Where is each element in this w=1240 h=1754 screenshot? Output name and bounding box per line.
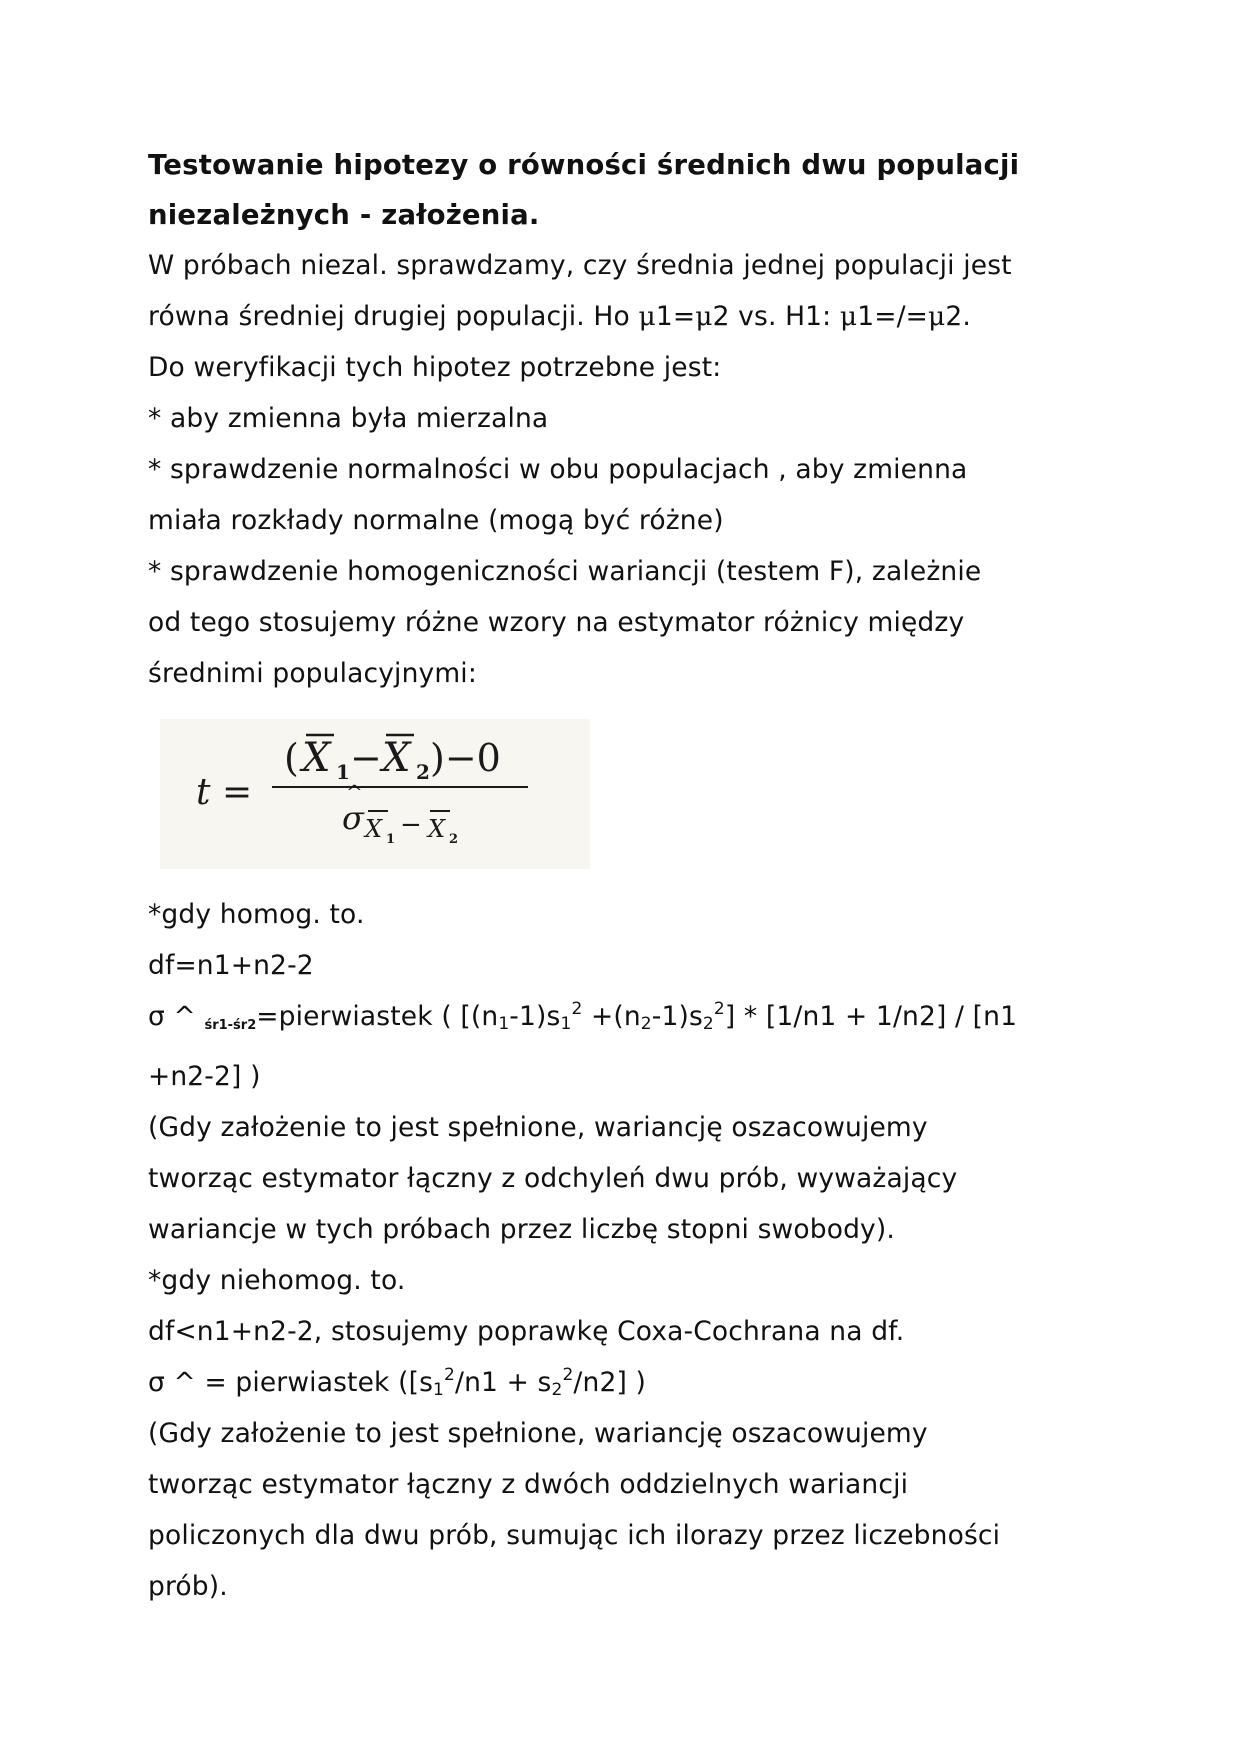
formula-den-x1: X — [365, 815, 383, 843]
mu-symbol: μ — [928, 301, 946, 332]
nonhomog-note-line-3: policzonych dla dwu prób, sumując ich ilorazy przez liczebności — [148, 1520, 1001, 1551]
intro-line-3: Do weryfikacji tych hipotez potrzebne jest: — [148, 352, 722, 383]
formula-den-x1-sub: 1 — [386, 832, 396, 847]
formula-open-paren: ( — [284, 736, 299, 780]
bullet-normality-line-2: miała rozkłady normalne (mogą być różne) — [148, 505, 724, 536]
homog-heading: *gdy homog. to. — [148, 899, 365, 930]
formula-t: t — [196, 772, 211, 813]
homog-note-line-3: wariancje w tych próbach przez liczbę stopni swobody). — [148, 1214, 895, 1245]
bullet-homogeneity-line-3: średnimi populacyjnymi: — [148, 658, 477, 689]
nonhomog-note-line-1: (Gdy założenie to jest spełnione, wariancję oszacowujemy — [148, 1418, 928, 1449]
formula-den-x2: X — [428, 815, 446, 843]
bullet-homogeneity-line-1: * sprawdzenie homogeniczności wariancji (testem F), zależnie — [148, 556, 982, 587]
formula-den-minus: − — [400, 810, 422, 840]
formula-sigma: σ — [342, 799, 364, 837]
intro-line-1: W próbach niezal. sprawdzamy, czy średnia jednej populacji jest — [148, 250, 1012, 281]
homog-df: df=n1+n2-2 — [148, 950, 314, 981]
nonhomog-df: df<n1+n2-2, stosujemy poprawkę Coxa-Cochrana na df. — [148, 1316, 905, 1347]
nonhomog-sigma: σ ^ = pierwiastek ($[s_1^2/n1 + s_2^2/n2]$ ) — [148, 1365, 647, 1400]
document-title-line-2: niezależnych - założenia. — [148, 199, 540, 231]
formula-equals: = — [222, 772, 253, 813]
formula-x2-sub: 2 — [416, 760, 430, 784]
t-statistic-formula-image — [160, 719, 590, 869]
mu-symbol: μ — [839, 301, 858, 332]
formula-hat: ^ — [346, 780, 363, 804]
mu-symbol: μ — [638, 301, 656, 332]
bullet-homogeneity-line-2: od tego stosujemy różne wzory na estymator różnicy między — [148, 607, 965, 638]
nonhomog-heading: *gdy niehomog. to. — [148, 1265, 406, 1296]
bullet-normality-line-1: * sprawdzenie normalności w obu populacjach , aby zmienna — [148, 454, 968, 485]
t-statistic-formula — [160, 719, 590, 869]
formula-x1-sub: 1 — [336, 760, 350, 784]
formula-den-x2-sub: 2 — [449, 832, 459, 847]
document-body — [148, 140, 1108, 1612]
bullet-measurable: * aby zmienna była mierzalna — [148, 403, 549, 434]
formula-minus: − — [350, 736, 382, 780]
sigma-subscript-label: śr1-śr2 — [204, 1018, 257, 1033]
homog-sigma-line-1: σ ^ śr1-śr2=pierwiastek ( $[(n_1-1)s_1^2 +(n_2-1)s_2^2] * [1/n1 + 1/n2] / [n1$ — [148, 999, 1018, 1034]
nonhomog-note-line-2: tworząc estymator łączny z dwóch oddzielnych wariancji — [148, 1469, 909, 1500]
intro-line-2: równa średniej drugiej populacji. Ho μ1=μ2 vs. H1: μ1=/=μ2. — [148, 301, 971, 332]
nonhomog-note-line-4: prób). — [148, 1571, 228, 1602]
homog-note-line-1: (Gdy założenie to jest spełnione, wariancję oszacowujemy — [148, 1112, 928, 1143]
document-title-line-1: Testowanie hipotezy o równości średnich dwu populacji — [148, 149, 1020, 181]
formula-x1: X — [302, 735, 331, 781]
homog-note-line-2: tworząc estymator łączny z odchyleń dwu prób, wyważający — [148, 1163, 958, 1194]
mu-symbol: μ — [695, 301, 713, 332]
formula-close-minus-zero: )−0 — [430, 736, 501, 780]
formula-x2: X — [382, 735, 411, 781]
homog-sigma-line-2: +n2-2] ) — [148, 1061, 261, 1092]
